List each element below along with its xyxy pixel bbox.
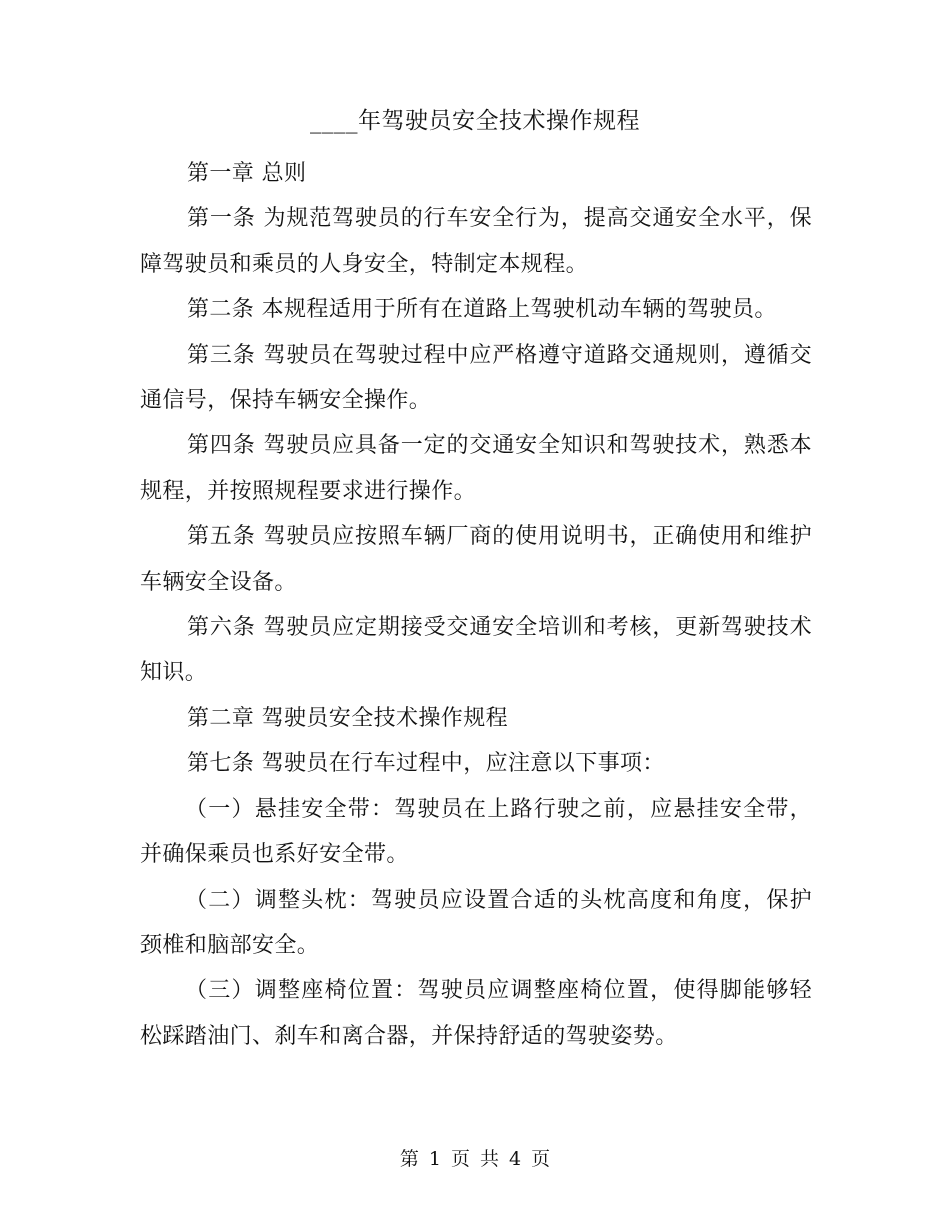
article-paragraph: 第七条 驾驶员在行车过程中，应注意以下事项： (187, 751, 665, 777)
sub-item-paragraph: （一）悬挂安全带：驾驶员在上路行驶之前，应悬挂安全带，并确保乘员也系好安全带。 (140, 796, 812, 868)
document-body (140, 151, 812, 1059)
document-title: ____年驾驶员安全技术操作规程 (310, 108, 640, 134)
article-paragraph: 第三条 驾驶员在驾驶过程中应严格遵守道路交通规则，遵循交通信号，保持车辆安全操作。 (140, 342, 812, 414)
chapter-heading: 第二章 驾驶员安全技术操作规程 (187, 705, 508, 731)
chapter-heading: 第一章 总则 (187, 161, 307, 186)
article-paragraph: 第一条 为规范驾驶员的行车安全行为，提高交通安全水平，保障驾驶员和乘员的人身安全，特制定本规程。 (140, 206, 812, 277)
article-paragraph: 第六条 驾驶员应定期接受交通安全培训和考核，更新驾驶技术知识。 (140, 615, 812, 686)
article-paragraph: 第四条 驾驶员应具备一定的交通安全知识和驾驶技术，熟悉本规程，并按照规程要求进行操作。 (140, 433, 812, 504)
article-paragraph: 第二条 本规程适用于所有在道路上驾驶机动车辆的驾驶员。 (187, 297, 777, 323)
page-footer: 第 1 页 共 4 页 (399, 1148, 551, 1170)
sub-item-paragraph: （二）调整头枕：驾驶员应设置合适的头枕高度和角度，保护颈椎和脑部安全。 (140, 887, 812, 958)
article-paragraph: 第五条 驾驶员应按照车辆厂商的使用说明书，正确使用和维护车辆安全设备。 (140, 524, 812, 595)
sub-item-paragraph: （三）调整座椅位置：驾驶员应调整座椅位置，使得脚能够轻松踩踏油门、刹车和离合器，并保持舒适的驾驶姿势。 (140, 978, 812, 1049)
